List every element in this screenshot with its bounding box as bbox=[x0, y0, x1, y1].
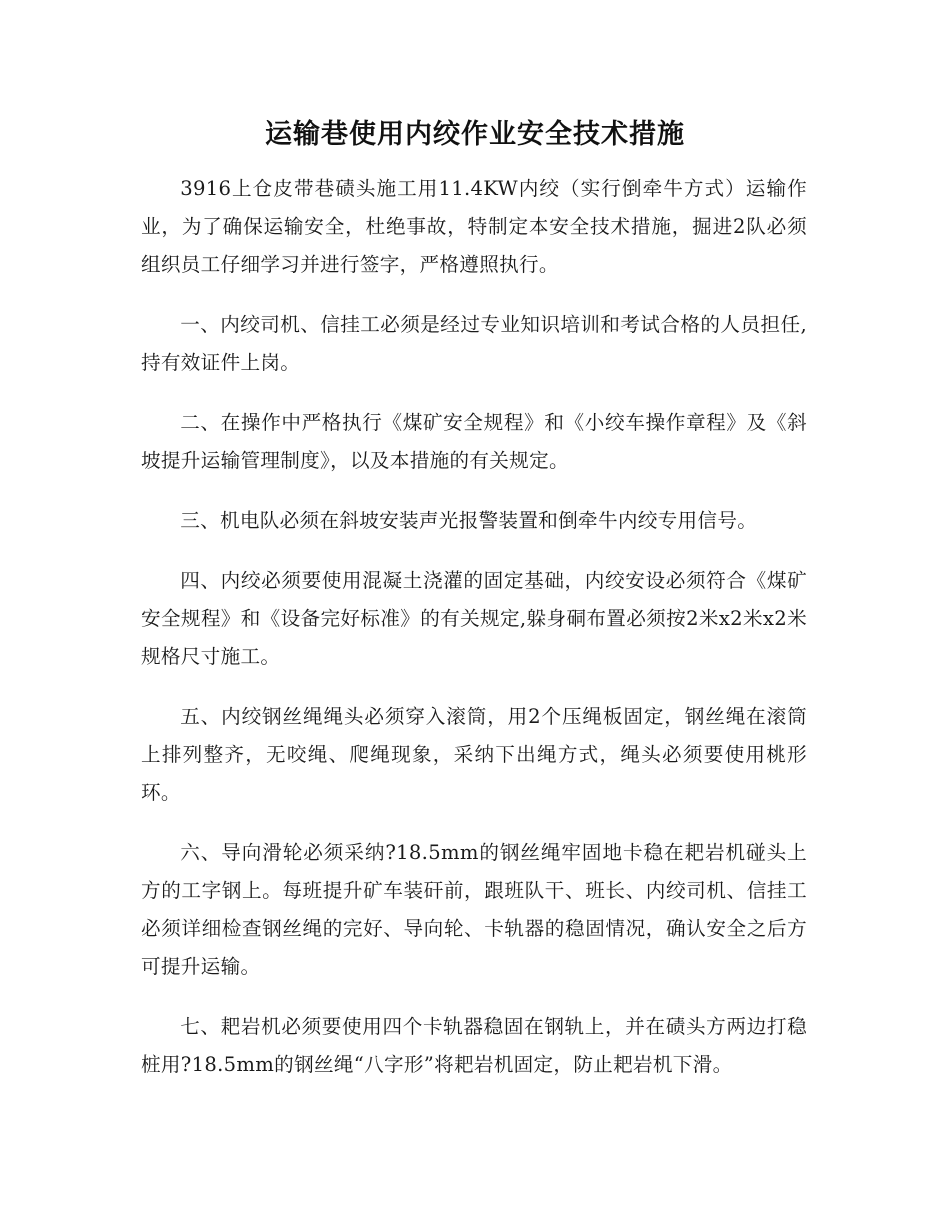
document-body bbox=[141, 170, 807, 1106]
paragraph-7: 七、耙岩机必须要使用四个卡轨器稳固在钢轨上，并在碛头方两边打稳桩用?18.5mm的钢丝绳“八字形”将耙岩机固定，防止耙岩机下滑。 bbox=[141, 1015, 807, 1076]
intro-paragraph: 3916上仓皮带巷碛头施工用11.4KW内绞（实行倒牵牛方式）运输作业，为了确保运输安全，杜绝事故，特制定本安全技术措施，掘进2队必须组织员工仔细学习并进行签字，严格遵照执行。 bbox=[141, 177, 807, 276]
paragraph-1: 一、内绞司机、信挂工必须是经过专业知识培训和考试合格的人员担任,持有效证件上岗。 bbox=[141, 313, 807, 374]
paragraph-5: 五、内绞钢丝绳绳头必须穿入滚筒，用2个压绳板固定，钢丝绳在滚筒上排列整齐，无咬绳、爬绳现象，采纳下出绳方式，绳头必须要使用桃形环。 bbox=[141, 705, 807, 804]
paragraph-2: 二、在操作中严格执行《煤矿安全规程》和《小绞车操作章程》及《斜坡提升运输管理制度》，以及本措施的有关规定。 bbox=[141, 411, 807, 472]
document-title: 运输巷使用内绞作业安全技术措施 bbox=[265, 119, 685, 150]
paragraph-6: 六、导向滑轮必须采纳?18.5mm的钢丝绳牢固地卡稳在耙岩机碰头上方的工字钢上。每班提升矿车装矸前，跟班队干、班长、内绞司机、信挂工必须详细检查钢丝绳的完好、导向轮、卡轨器的稳固情况，确认安全之后方可提升运输。 bbox=[141, 841, 807, 978]
paragraph-4: 四、内绞必须要使用混凝土浇灌的固定基础，内绞安设必须符合《煤矿安全规程》和《设备完好标准》的有关规定,躲身硐布置必须按2米x2米x2米规格尺寸施工。 bbox=[141, 569, 807, 668]
paragraph-3: 三、机电队必须在斜坡安装声光报警装置和倒牵牛内绞专用信号。 bbox=[180, 509, 758, 532]
